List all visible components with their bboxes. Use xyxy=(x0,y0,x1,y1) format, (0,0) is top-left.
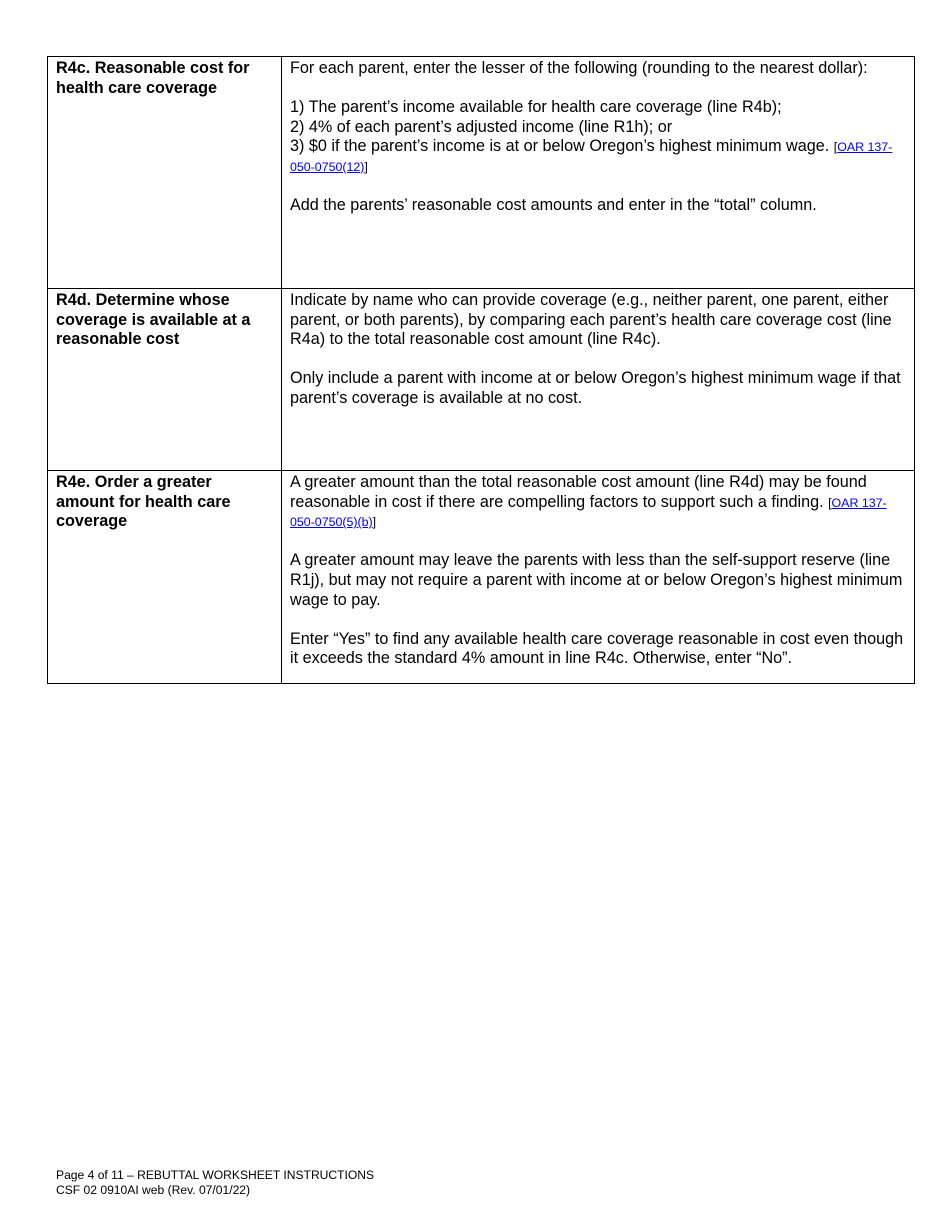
paragraph xyxy=(290,473,907,532)
row-content xyxy=(282,289,915,471)
paragraph-text: A greater amount than the total reasonable cost amount (line R4d) may be found reasonable in cost if there are compelling factors to support such a finding. xyxy=(290,473,867,511)
intro-text: For each parent, enter the lesser of the following (rounding to the nearest dollar): xyxy=(290,59,868,77)
item-list xyxy=(290,98,907,176)
footer-form-id: CSF 02 0910AI web (Rev. 07/01/22) xyxy=(56,1182,251,1197)
citation-link[interactable]: OAR 137-050-0750(12) xyxy=(290,140,893,174)
citation: [OAR 137-050-0750(12)] xyxy=(290,140,893,174)
table-row xyxy=(48,57,915,289)
closing-text: Add the parents’ reasonable cost amounts and enter in the “total” column. xyxy=(290,196,817,215)
row-content xyxy=(282,57,915,289)
row-label: R4c. Reasonable cost for health care coverage xyxy=(48,57,282,289)
paragraph: Enter “Yes” to find any available health care coverage reasonable in cost even though it exceeds the standard 4% amount in line R4c. Otherwise, enter “No”. xyxy=(290,629,904,668)
list-item: 2) 4% of each parent’s adjusted income (line R1h); or xyxy=(290,117,673,136)
row-content xyxy=(282,471,915,684)
list-item: 3) $0 if the parent’s income is at or below Oregon’s highest minimum wage. xyxy=(290,137,830,156)
paragraph: Only include a parent with income at or below Oregon’s highest minimum wage if that parent’s coverage is available at no cost. xyxy=(290,369,901,407)
row-label: R4d. Determine whose coverage is available at a reasonable cost xyxy=(48,289,282,471)
citation: [OAR 137-050-0750(5)(b)] xyxy=(290,495,887,530)
citation-link[interactable]: OAR 137-050-0750(5)(b) xyxy=(290,495,887,530)
row-label: R4e. Order a greater amount for health care coverage xyxy=(48,471,282,684)
instructions-table xyxy=(47,56,915,684)
paragraph: A greater amount may leave the parents with less than the self-support reserve (line R1j), but may not require a parent with income at or below Oregon’s highest minimum wage to pay. xyxy=(290,551,903,609)
table-row xyxy=(48,471,915,684)
paragraph: Indicate by name who can provide coverage (e.g., neither parent, one parent, either parent, or both parents), by comparing each parent’s health care coverage cost (line R4a) to the total reasonable cost amount (line R4c). xyxy=(290,291,892,349)
footer-page-info: Page 4 of 11 – REBUTTAL WORKSHEET INSTRUCTIONS xyxy=(56,1168,375,1182)
table-row xyxy=(48,289,915,471)
list-item: 1) The parent’s income available for health care coverage (line R4b); xyxy=(290,98,782,117)
page-footer xyxy=(56,1168,374,1197)
